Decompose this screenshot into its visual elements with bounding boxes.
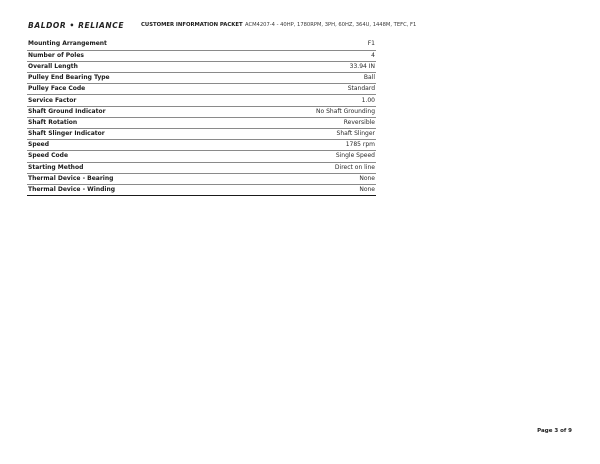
spec-label: Starting Method [27,162,234,173]
specification-table [27,39,376,196]
spec-value: None [234,173,376,184]
spec-value: Ball [234,73,376,84]
table-row [27,162,376,173]
table-row [27,117,376,128]
spec-value: Reversible [234,117,376,128]
table-row [27,173,376,184]
spec-value: Direct on line [234,162,376,173]
table-row [27,184,376,195]
page-number: Page 3 of 9 [537,428,572,434]
company-logo: BALDOR • RELIANCE [28,20,125,30]
spec-label: Number of Poles [27,50,234,61]
spec-label: Shaft Rotation [27,117,234,128]
table-row [27,95,376,106]
table-row [27,106,376,117]
spec-value: 1785 rpm [234,140,376,151]
spec-value: No Shaft Grounding [234,106,376,117]
table-row [27,151,376,162]
table-row [27,61,376,72]
spec-label: Thermal Device - Bearing [27,173,234,184]
spec-value: Standard [234,84,376,95]
spec-value: Single Speed [234,151,376,162]
spec-value: F1 [234,39,376,50]
spec-label: Thermal Device - Winding [27,184,234,195]
spec-label: Service Factor [27,95,234,106]
table-row [27,39,376,50]
spec-label: Pulley End Bearing Type [27,73,234,84]
table-row [27,84,376,95]
spec-label: Shaft Ground Indicator [27,106,234,117]
spec-value: 33.94 IN [234,61,376,72]
spec-label: Shaft Slinger Indicator [27,129,234,140]
table-row [27,73,376,84]
table-row [27,129,376,140]
spec-value: None [234,184,376,195]
table-row [27,50,376,61]
page-header [28,19,416,31]
table-row [27,140,376,151]
spec-value: 1.00 [234,95,376,106]
product-description: ACM4207-4 - 40HP, 1780RPM, 3PH, 60HZ, 364U, 1448M, TEFC, F1 [245,22,417,28]
document-title: CUSTOMER INFORMATION PACKET [141,22,243,28]
spec-label: Pulley Face Code [27,84,234,95]
spec-value: 4 [234,50,376,61]
spec-label: Speed [27,140,234,151]
spec-value: Shaft Slinger [234,129,376,140]
spec-label: Overall Length [27,61,234,72]
spec-label: Speed Code [27,151,234,162]
spec-label: Mounting Arrangement [27,39,234,50]
